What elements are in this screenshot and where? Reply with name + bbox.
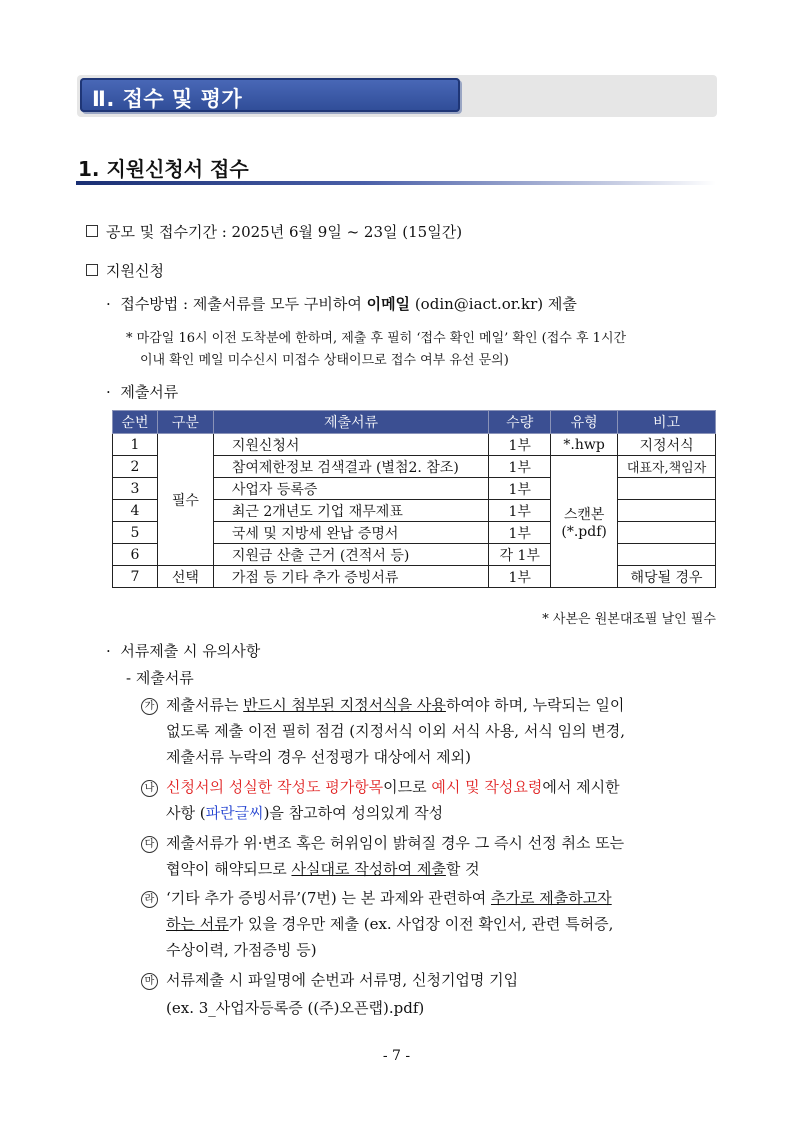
header-note: 비고 xyxy=(618,411,716,434)
cell-document: 국세 및 지방세 완납 증명서 xyxy=(213,522,488,544)
caution-c-line-2 xyxy=(166,858,480,879)
method-item xyxy=(106,293,577,314)
circled-ga-icon: 가 xyxy=(141,698,158,715)
text: 하여야 하며, 누락되는 일이 xyxy=(445,696,625,714)
cell-required: 필수 xyxy=(157,434,213,566)
cell-scan-type xyxy=(551,456,618,588)
page-number: - 7 - xyxy=(382,1048,411,1064)
text: 제출서류는 xyxy=(166,696,244,714)
heading-1: 1. 지원신청서 접수 xyxy=(78,157,249,181)
cell-quantity: 1부 xyxy=(489,522,551,544)
caution-b-line-2 xyxy=(166,802,443,823)
cell-quantity: 1부 xyxy=(489,456,551,478)
apply-text: 지원신청 xyxy=(106,262,164,280)
cell-document: 지원금 산출 근거 (견적서 등) xyxy=(213,544,488,566)
method-bold: 이메일 xyxy=(366,295,411,313)
caution-a-line-1 xyxy=(141,694,624,715)
caution-e-line-1 xyxy=(141,969,518,990)
circled-na-icon: 나 xyxy=(141,780,158,797)
text: 할 것 xyxy=(445,860,480,878)
caution-d-line-2 xyxy=(166,913,613,934)
caution-c-line-1 xyxy=(141,832,624,853)
text: 가 있을 경우만 제출 (ex. 사업장 이전 확인서, 관련 특허증, xyxy=(228,915,614,933)
bullet-icon: · xyxy=(106,642,111,660)
cell-type: *.hwp xyxy=(551,434,618,456)
underlined-text: 하는 서류 xyxy=(166,915,229,933)
underlined-text: 추가로 제출하고자 xyxy=(490,889,612,907)
cell-note xyxy=(618,544,716,566)
cell-no: 7 xyxy=(113,566,158,588)
red-text: 신청서의 성실한 작성도 평가항목 xyxy=(166,778,384,796)
header-category: 구분 xyxy=(157,411,213,434)
cell-no: 3 xyxy=(113,478,158,500)
cell-quantity: 1부 xyxy=(489,500,551,522)
cautions-item xyxy=(106,640,260,661)
cell-document: 참여제한정보 검색결과 (별첨2. 참조) xyxy=(213,456,488,478)
text: 사항 ( xyxy=(166,804,206,822)
circled-da-icon: 다 xyxy=(141,836,158,853)
cell-no: 4 xyxy=(113,500,158,522)
caution-a-line-3: 제출서류 누락의 경우 선정평가 대상에서 제외) xyxy=(166,748,472,766)
caution-e-line-2: (ex. 3_사업자등록증 ((주)오픈랩).pdf) xyxy=(166,999,425,1017)
text: 에서 제시한 xyxy=(542,778,620,796)
header-document: 제출서류 xyxy=(213,411,488,434)
cell-note xyxy=(618,478,716,500)
circled-ra-icon: 라 xyxy=(141,891,158,908)
text: 이므로 xyxy=(383,778,432,796)
blue-text: 파란글씨 xyxy=(205,804,264,822)
cell-quantity: 1부 xyxy=(489,478,551,500)
docs-label: 제출서류 xyxy=(120,383,179,401)
scan-label-2: (*.pdf) xyxy=(561,523,607,540)
cell-no: 1 xyxy=(113,434,158,456)
cell-quantity: 각 1부 xyxy=(489,544,551,566)
underlined-text: 반드시 첨부된 지정서식을 사용 xyxy=(243,696,446,714)
cell-document: 최근 2개년도 기업 재무제표 xyxy=(213,500,488,522)
period-text: 공모 및 접수기간 : 2025년 6월 9일 ~ 23일 (15일간) xyxy=(106,223,463,241)
cautions-label: 서류제출 시 유의사항 xyxy=(120,642,261,660)
cell-note: 지정서식 xyxy=(618,434,716,456)
method-suffix: (odin@iact.or.kr) 제출 xyxy=(410,295,577,313)
cell-no: 6 xyxy=(113,544,158,566)
table-row xyxy=(113,434,716,456)
text: 제출서류가 위·변조 혹은 허위임이 밝혀질 경우 그 즉시 선정 취소 또는 xyxy=(166,834,625,852)
text: ‘기타 추가 증빙서류’(7번) 는 본 과제와 관련하여 xyxy=(166,889,491,907)
heading-underline xyxy=(76,181,716,185)
text: )을 참고하여 성의있게 작성 xyxy=(263,804,444,822)
cell-note xyxy=(618,500,716,522)
caution-d-line-1 xyxy=(141,887,612,908)
table-footnote: * 사본은 원본대조필 날인 필수 xyxy=(542,612,716,627)
scan-label-1: 스캔본 xyxy=(563,506,605,523)
bullet-icon: · xyxy=(106,295,111,313)
cell-no: 2 xyxy=(113,456,158,478)
cell-no: 5 xyxy=(113,522,158,544)
bullet-icon: · xyxy=(106,383,111,401)
caution-b-line-1 xyxy=(141,776,620,797)
table-header-row xyxy=(113,411,716,434)
documents-table xyxy=(112,410,716,588)
cell-quantity: 1부 xyxy=(489,566,551,588)
cell-quantity: 1부 xyxy=(489,434,551,456)
cell-document: 지원신청서 xyxy=(213,434,488,456)
method-note-2: 이내 확인 메일 미수신시 미접수 상태이므로 접수 여부 유선 문의) xyxy=(140,353,509,368)
red-text: 예시 및 작성요령 xyxy=(431,778,543,796)
method-note-1: * 마감일 16시 이전 도착분에 한하며, 제출 후 필히 ‘접수 확인 메일’ 확인 (접수 후 1시간 xyxy=(126,331,627,346)
method-prefix: 접수방법 : 제출서류를 모두 구비하여 xyxy=(120,295,367,313)
cell-note: 대표자,책임자 xyxy=(618,456,716,478)
header-type: 유형 xyxy=(551,411,618,434)
text: 협약이 해약되므로 xyxy=(166,860,292,878)
underlined-text: 사실대로 작성하여 제출 xyxy=(291,860,446,878)
caution-a-line-2: 없도록 제출 이전 필히 점검 (지정서식 이외 서식 사용, 서식 임의 변경, xyxy=(166,722,626,740)
cell-document: 사업자 등록증 xyxy=(213,478,488,500)
apply-item xyxy=(86,260,164,281)
text: 서류제출 시 파일명에 순번과 서류명, 신청기업명 기입 xyxy=(166,971,519,989)
section-title: Ⅱ. 접수 및 평가 xyxy=(92,87,243,111)
cautions-sub: - 제출서류 xyxy=(126,669,194,687)
table-row xyxy=(113,566,716,588)
cell-optional: 선택 xyxy=(157,566,213,588)
cell-note xyxy=(618,522,716,544)
period-item xyxy=(86,221,462,242)
docs-label-item xyxy=(106,381,178,402)
cell-note: 해당될 경우 xyxy=(618,566,716,588)
header-quantity: 수량 xyxy=(489,411,551,434)
checkbox-icon xyxy=(86,225,98,237)
circled-ma-icon: 마 xyxy=(141,973,158,990)
caution-d-line-3: 수상이력, 가점증빙 등) xyxy=(166,941,317,959)
cell-document: 가점 등 기타 추가 증빙서류 xyxy=(213,566,488,588)
checkbox-icon xyxy=(86,264,98,276)
header-no: 순번 xyxy=(113,411,158,434)
